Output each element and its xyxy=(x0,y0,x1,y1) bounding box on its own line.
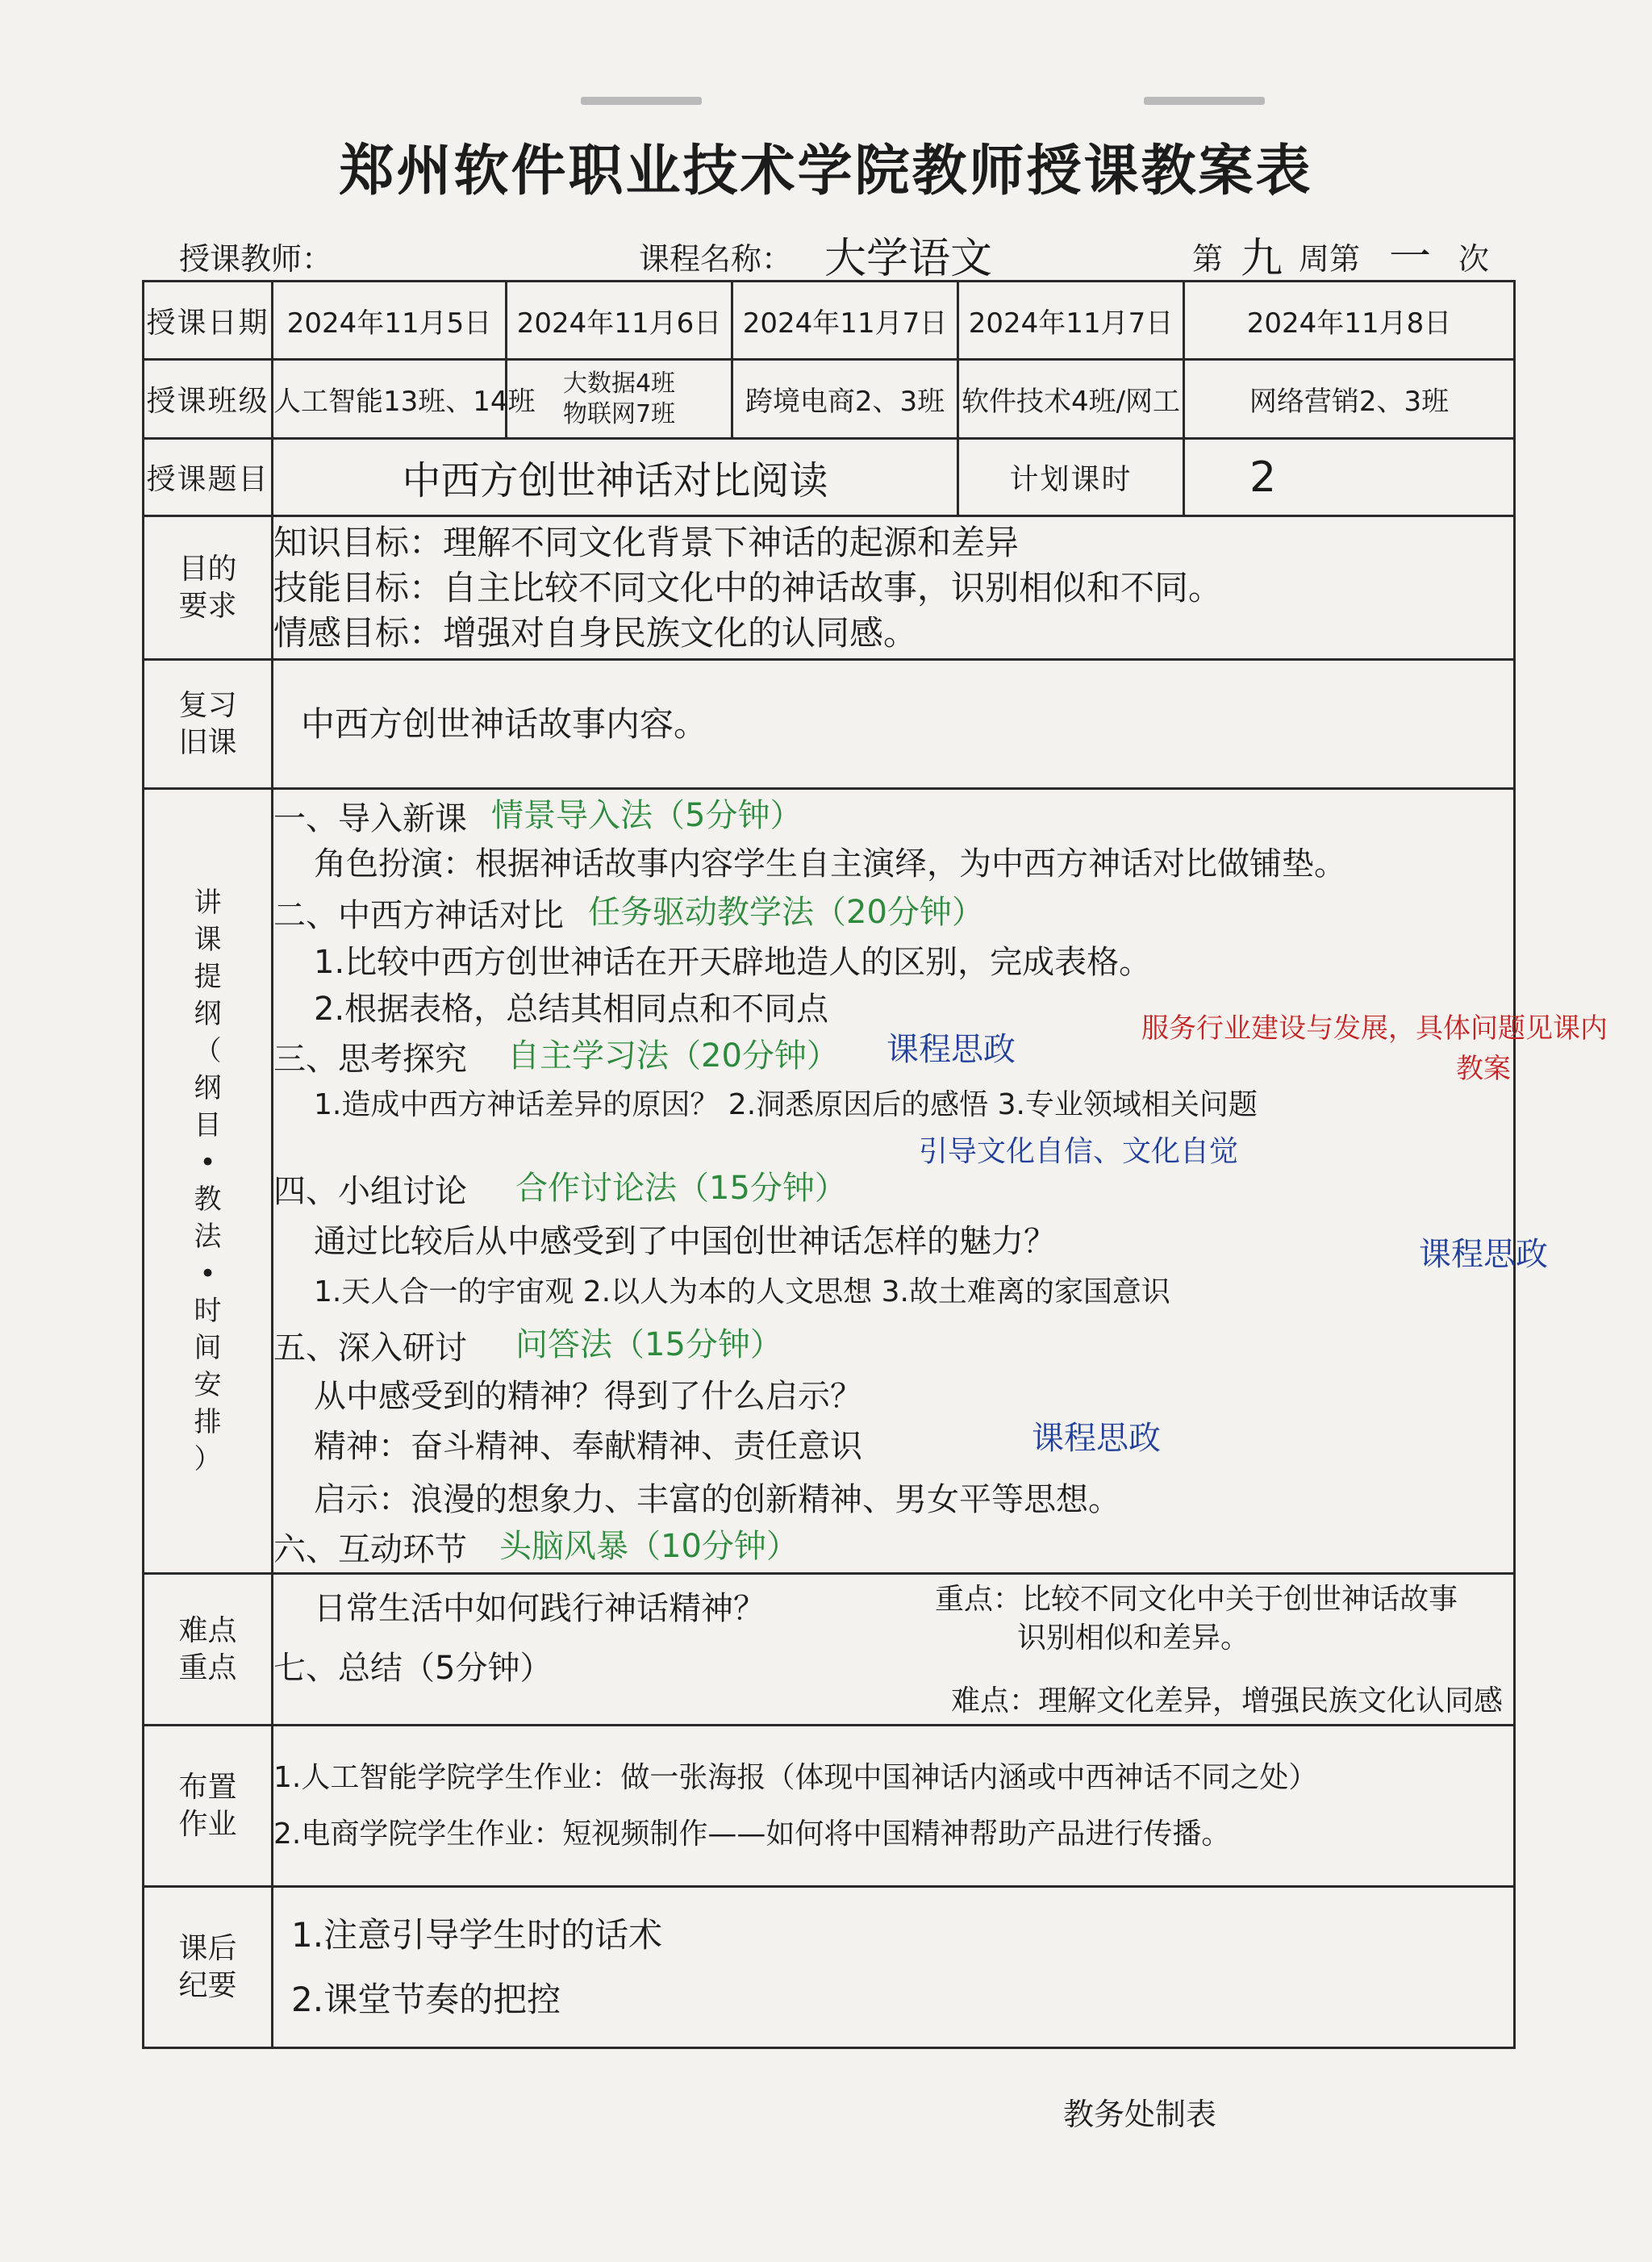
s5-ideology-tag: 课程思政 xyxy=(1032,1420,1161,1457)
class-cell-4: 软件技术4班/网工 xyxy=(958,360,1184,439)
review-label-line-1: 复习 xyxy=(178,688,237,722)
s4-body: 通过比较后从中感受到了中国创世神话怎样的魅力？ xyxy=(314,1223,1056,1260)
outline-label-char: ） xyxy=(194,1443,222,1475)
class-cell-5: 网络营销2、3班 xyxy=(1184,360,1515,439)
s5-spirit: 精神：奋斗精神、奉献精神、责任意识 xyxy=(314,1428,862,1465)
s6-body: 日常生活中如何践行神话精神？ xyxy=(314,1590,766,1627)
date-cell-5: 2024年11月8日 xyxy=(1184,282,1515,360)
class-cell-2-line-2: 物联网7班 xyxy=(562,399,676,428)
objectives-content xyxy=(273,516,1515,660)
s2-body-1: 1.比较中西方创世神话在开天辟地造人的区别，完成表格。 xyxy=(314,944,1152,981)
s5-insight: 启示：浪漫的想象力、丰富的创新精神、男女平等思想。 xyxy=(314,1481,1120,1518)
outline-content xyxy=(273,789,1608,1574)
week-prefix: 第 xyxy=(1192,241,1224,277)
note-item-1: 1.注意引导学生时的话术 xyxy=(291,1914,663,1955)
course-label: 课程名称： xyxy=(639,241,793,277)
week-mid: 周第 xyxy=(1299,241,1361,277)
notes-content xyxy=(273,1887,1515,2048)
objectives-label-line-2: 要求 xyxy=(178,589,237,623)
objective-emotion: 情感目标：增强对自身民族文化的认同感。 xyxy=(273,612,918,653)
outline-label-char: 安 xyxy=(194,1369,222,1401)
s3-method: 自主学习法（20分钟） xyxy=(507,1037,839,1075)
outline-label-char: 纲 xyxy=(194,1072,222,1104)
planned-hours-label: 计划课时 xyxy=(958,439,1184,516)
class-cell-3: 跨境电商2、3班 xyxy=(732,360,958,439)
review-label-line-2: 旧课 xyxy=(178,725,237,759)
session-suffix: 次 xyxy=(1458,241,1490,277)
objectives-label xyxy=(144,516,273,660)
homework-item-2: 2.电商学院学生作业：短视频制作——如何将中国精神帮助产品进行传播。 xyxy=(273,1817,1231,1851)
date-row xyxy=(144,282,1515,360)
s2-title: 二、中西方神话对比 xyxy=(273,897,564,934)
class-cell-2-line-1: 大数据4班 xyxy=(562,369,676,398)
planned-hours-value: 2 xyxy=(1184,439,1515,516)
key-point-2: 识别相似和差异。 xyxy=(1017,1621,1250,1655)
s1-method: 情景导入法（5分钟） xyxy=(491,797,803,834)
outline-label-char: 提 xyxy=(194,961,222,993)
key-point-1: 重点：比较不同文化中关于创世神话故事 xyxy=(935,1583,1458,1616)
class-cell-1: 人工智能13班、14班 xyxy=(273,360,507,439)
s4-ideology-tag: 课程思政 xyxy=(1419,1236,1548,1273)
footer-note: 教务处制表 xyxy=(1063,2097,1217,2132)
teacher-label: 授课教师： xyxy=(179,241,333,277)
key-points-row xyxy=(144,1574,1515,1726)
review-row xyxy=(144,660,1515,789)
week-value: 九 xyxy=(1241,235,1283,283)
topic-label: 授课题目 xyxy=(144,439,273,516)
outline-row xyxy=(144,789,1515,1574)
outline-label-char: 目 xyxy=(194,1109,222,1141)
outline-label-char: （ xyxy=(194,1035,222,1067)
objectives-label-line-1: 目的 xyxy=(178,552,237,586)
outline-label-char: 时 xyxy=(194,1295,222,1327)
s3-title: 三、思考探究 xyxy=(273,1041,467,1078)
s1-body: 角色扮演：根据神话故事内容学生自主演绎，为中西方神话对比做铺垫。 xyxy=(314,845,1346,883)
homework-label-line-2: 作业 xyxy=(178,1807,237,1841)
key-points-label-line-2: 重点 xyxy=(178,1651,237,1684)
lesson-plan-table xyxy=(142,280,1608,2049)
binder-tab-mark xyxy=(581,97,702,105)
header-meta-row xyxy=(179,227,1502,284)
date-cell-2: 2024年11月6日 xyxy=(507,282,732,360)
key-points-label-line-1: 难点 xyxy=(178,1613,237,1647)
s3-blue-note: 引导文化自信、文化自觉 xyxy=(919,1135,1239,1168)
s4-points: 1.天人合一的宇宙观 2.以人为本的人文思想 3.故土难离的家国意识 xyxy=(314,1275,1170,1308)
review-text: 中西方创世神话故事内容。 xyxy=(301,703,708,744)
key-points-content xyxy=(273,1574,1515,1726)
outline-label-char: 间 xyxy=(194,1332,222,1364)
notes-row xyxy=(144,1887,1515,2048)
date-cell-4: 2024年11月7日 xyxy=(958,282,1184,360)
outline-label-char: 排 xyxy=(194,1406,222,1438)
s5-question: 从中感受到的精神？得到了什么启示？ xyxy=(314,1378,862,1415)
topic-row xyxy=(144,439,1515,516)
homework-row xyxy=(144,1726,1515,1887)
date-cell-3: 2024年11月7日 xyxy=(732,282,958,360)
difficult-point: 难点：理解文化差异，增强民族文化认同感 xyxy=(951,1684,1504,1717)
homework-label-line-1: 布置 xyxy=(178,1770,237,1804)
key-points-label xyxy=(144,1574,273,1726)
objective-knowledge: 知识目标：理解不同文化背景下神话的起源和差异 xyxy=(273,522,1020,562)
outline-label-char: • xyxy=(199,1146,216,1179)
key-points-canvas xyxy=(273,1575,1513,1724)
s2-body-2: 2.根据表格，总结其相同点和不同点 xyxy=(314,991,829,1028)
outline-label-char: 教 xyxy=(194,1183,222,1216)
notes-label xyxy=(144,1887,273,2048)
s2-method: 任务驱动教学法（20分钟） xyxy=(588,894,984,931)
outline-label-char: 课 xyxy=(194,924,222,956)
class-row xyxy=(144,360,1515,439)
outline-label-char: 法 xyxy=(194,1221,222,1253)
review-content xyxy=(273,660,1515,789)
review-label xyxy=(144,660,273,789)
note-item-2: 2.课堂节奏的把控 xyxy=(291,1979,561,2019)
s4-title: 四、小组讨论 xyxy=(273,1173,467,1210)
s4-method: 合作讨论法（15分钟） xyxy=(515,1170,847,1207)
outline-label-char: 讲 xyxy=(194,887,222,919)
objectives-row xyxy=(144,516,1515,660)
course-value: 大学语文 xyxy=(824,235,993,283)
s3-body: 1.造成中西方神话差异的原因？ 2.洞悉原因后的感悟 3.专业领域相关问题 xyxy=(314,1088,1258,1121)
s6-method: 头脑风暴（10分钟） xyxy=(499,1528,799,1565)
class-cell-2 xyxy=(507,360,732,439)
class-label: 授课班级 xyxy=(144,360,273,439)
binder-tab-mark xyxy=(1144,97,1265,105)
s1-title: 一、导入新课 xyxy=(273,800,467,837)
homework-label xyxy=(144,1726,273,1887)
outline-canvas xyxy=(273,790,1608,1572)
s7-title: 七、总结（5分钟） xyxy=(273,1650,553,1687)
notes-label-line-2: 纪要 xyxy=(178,1968,237,2002)
topic-value: 中西方创世神话对比阅读 xyxy=(273,439,958,516)
homework-content xyxy=(273,1726,1515,1887)
s6-title: 六、互动环节 xyxy=(273,1531,467,1568)
outline-label-char: • xyxy=(199,1258,216,1290)
s5-title: 五、深入研讨 xyxy=(273,1329,467,1367)
s5-method: 问答法（15分钟） xyxy=(515,1326,782,1363)
s3-red-note-2: 教案 xyxy=(1456,1053,1511,1085)
homework-item-1: 1.人工智能学院学生作业：做一张海报（体现中国神话内涵或中西神话不同之处） xyxy=(273,1760,1318,1794)
s3-ideology-tag: 课程思政 xyxy=(886,1031,1016,1068)
date-cell-1: 2024年11月5日 xyxy=(273,282,507,360)
outline-label-char: 纲 xyxy=(194,998,222,1030)
session-value: 一 xyxy=(1389,233,1432,282)
date-label: 授课日期 xyxy=(144,282,273,360)
outline-label xyxy=(144,789,273,1574)
document-title: 郑州软件职业技术学院教师授课教案表 xyxy=(339,139,1313,203)
objective-skill: 技能目标：自主比较不同文化中的神话故事，识别相似和不同。 xyxy=(273,567,1223,607)
s3-red-note-1: 服务行业建设与发展，具体问题见课内 xyxy=(1141,1012,1608,1045)
notes-label-line-1: 课后 xyxy=(178,1931,237,1965)
